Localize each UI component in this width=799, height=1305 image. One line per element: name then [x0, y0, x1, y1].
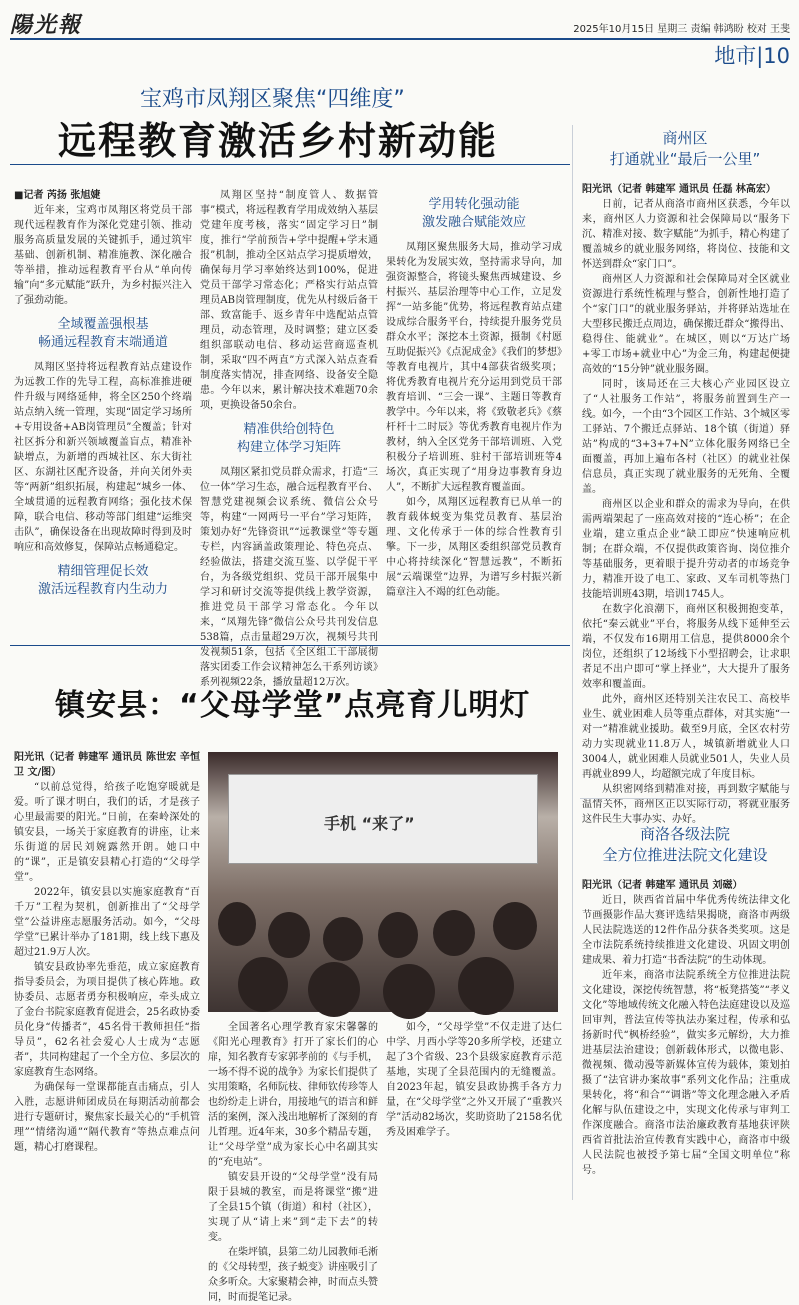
- story1-byline: ■记者 芮扬 张旭婕: [14, 190, 101, 201]
- audience-member: [323, 917, 363, 961]
- sidebar2-headline-line2: 全方位推进法院文化建设: [602, 846, 768, 864]
- story1-kicker: 宝鸡市凤翔区聚焦“四维度”: [140, 87, 405, 112]
- story1-lead: 近年来，宝鸡市凤翔区将党员干部现代远程教育作为深化党建引领、推动服务高质量发展的关键抓手，通过筑牢基础、创新机制、精准施教、深化融合等举措，推动远程教育平台从“单向传输”向“多元赋能”跃升，为乡村振兴注入了强劲动能。: [14, 205, 192, 306]
- story2-column-2: [208, 1020, 378, 1303]
- audience-member: [458, 957, 514, 1015]
- sidebar1-paragraph-1: 日前，记者从商洛市商州区获悉，今年以来，商州区人力资源和社会保障局以“服务下沉、精准对接、数字赋能”为抓手，精心构建了覆盖城乡的就业服务网络，将岗位、技能和文怀送到群众“家门口”。: [582, 199, 790, 270]
- sidebar1-paragraph-4: 商州区以企业和群众的需求为导向，在供需两端架起了一座高效对接的“连心桥”；在企业端，建立重点企业“缺工即应”快速响应机制；在群众端，不仅提供政策咨询、岗位推介等基础服务，更着眼于提升劳动者的市场竞争力，精准开设了电工、家政、叉车司机等热门技能培训班43期，培训1745人。: [582, 499, 790, 600]
- story2-paragraph-3: 镇安县政协率先垂范，成立家庭教育指导委员会，为项目提供了核心阵地。政协委员、志愿者勇夯积极响应，牵头成立了金台书院家庭教育促进会，25名政协委员化身“传播者”，45名骨干教师担任“指导员”，62名社会爱心人士成为“志愿者”，共同构建起了一个全方位、多层次的家庭教育生态网络。: [14, 962, 200, 1078]
- story1-subhead-3: 精准供给创特色 构建立体学习矩阵: [236, 422, 341, 455]
- story2-headline: 镇安县：“父母学堂”点亮育儿明灯: [55, 688, 531, 723]
- sidebar1-paragraph-2: 商州区人力资源和社会保障局对全区就业资源进行系统性梳理与整合，创新性地打造了个“家门口”的就业服务驿站，并将驿站选址在大型移民搬迁点周边，确保搬迁群众“搬得出、稳得住、能就业”。在城区，则以“万达广场+零工市场+就业中心”为金三角，构建起便捷高效的“15分钟”就业服务圈。: [582, 274, 790, 375]
- parent-lecture-photo: [208, 752, 558, 1012]
- section-tab: 地市|10: [714, 44, 790, 68]
- audience-member: [268, 912, 310, 958]
- audience-member: [218, 902, 256, 946]
- sidebar1-paragraph-5: 在数字化浪潮下，商州区积极拥抱变革，依托“秦云就业”平台，将服务从线下延伸至云端，不仅发布16期用工信息，提供8000余个岗位，还组织了12场线下小型招聘会，让求职者足不出户即可“掌上择业”，大大提升了服务效率和覆盖面。: [582, 604, 790, 690]
- audience-member: [383, 964, 435, 1019]
- story1-subhead-4: 学用转化强动能 激发融合赋能效应: [421, 197, 526, 230]
- story2-paragraph-8: 如今，“父母学堂”不仅走进了达仁中学、月西小学等20多所学校，还建立起了3个省级、23个县级家庭教育示范基地，实现了全县范围内的无缝覆盖。自2023年起，镇安县政协携手各方力量，在“父母学堂”之外又开展了“重教兴学”活动82场次，奖助资助了2158名优秀及困难学子。: [386, 1022, 562, 1138]
- sidebar2-paragraph-1: 近日，陕西省首届中华优秀传统法律文化节画摄影作品大赛评选结果揭晓，商洛市两级人民法院选送的12件作品分获各类奖项。这是全市法院系统持续推进文化建设、巩固文明创建成果、着力打造“书香法院”的生动体现。: [582, 895, 790, 966]
- sidebar-rule: [580, 798, 790, 799]
- sidebar-divider: [572, 125, 573, 1200]
- projection-screen-text: 手机 “来了”: [324, 814, 415, 833]
- audience-member: [308, 962, 360, 1017]
- story1-column-2: [200, 188, 378, 688]
- story2-paragraph-1: “以前总觉得，给孩子吃饱穿暖就是爱。听了课才明白，我们的话，才是孩子心里最需要的阳光。”日前，在秦岭深处的镇安县，一场关于家庭教育的讲座，让来乐街道的居民刘婉露然开朗。她口中的“课”，正是镇安县精心打造的“父母学堂”。: [14, 782, 200, 883]
- story2-byline: 阳光讯（记者 韩建军 通讯员 陈世宏 辛恒卫 文/图）: [14, 752, 200, 778]
- sidebar1-body: [582, 182, 790, 825]
- story1-paragraph-3: 凤翔区紧扣党员群众需求，打造“三位一体”学习生态，融合远程教育平台、智慧党建视频会议系统、微信公众号等，构建“一网两号一平台”学习矩阵，策划办好“先锋资讯”“远教课堂”等专题专栏，内容涵盖政策理论、特色亮点、经验做法，搭建交流互鉴、以学促干平台，为各级党组织、党员干部开展集中学习和研讨交流等提供线上教学资源，推进党员干部学习常态化。今年以来，“凤翔先锋”微信公众号共刊发信息538篇，点击量超29万次，视频号共刊发视频51条，包括《全区组工干部展彻落实团委工作会议精神怎么干系列访谈》系列视频22条，播放量超12万次。: [200, 467, 378, 688]
- story1-paragraph-1: 凤翔区坚持将远程教育站点建设作为远教工作的先导工程，高标准推进硬件升级与网络延伸，将全区250个终端站点纳入统一管理，实现“固定学习场所+专用设备+AB岗管理员”全覆盖；针对社区拆分和新兴领域覆盖盲点，精准补缺增点，为新增的西城社区、东大街社区、东湖社区配齐设备，并向关闭外卖等“两新”组织拓展，构建起“城乡一体、全域贯通的远程教育网络；强化技术保障，联合电信、移动等部门组建“运维突击队”，确保设备在出现故障时得到及时响应和高效修复，保障站点畅通稳定。: [14, 362, 192, 553]
- story1-paragraph-4: 凤翔区聚焦服务大局，推动学习成果转化为发展实效，坚持需求导向，加强资源整合，将镜头聚焦西城建设、乡村振兴、基层治理等中心工作，立足发挥“一站多能”优势，将远程教育站点建设成综合服务平台，持续提升服务党员群众水平；深挖本土资源，摄制《村愿互助促振兴》《点泥成金》《我们的梦想》等教育电视片，其中4部获省级奖项；将优秀教育电视片充分运用到党员干部教育培训、“三会一课”、主题日等教育教学中。今年以来，将《致敬老兵》《蔡杆杆十二时辰》等优秀教育电视片作为教材，纳入全区党务干部培训班、入党积极分子培训班、驻村干部培训班等4场次，真正实现了“用身边事教育身边人”，不断扩大远程教育覆盖面。: [386, 242, 562, 493]
- audience-member: [433, 910, 475, 956]
- story1-paragraph-5: 如今，凤翔区远程教育已从单一的教育载体蜕变为集党员教育、基层治理、文化传承于一体的综合性教育引擎。下一步，凤翔区委组织部党员教育中心将持续深化“智慧远教”，不断拓展“云端课堂”边界，为谱写乡村振兴新篇章注入不竭的红色动能。: [386, 497, 562, 598]
- story2-paragraph-4: 为确保每一堂课都能直击痛点，引人入胜，志愿讲师团成员在每期活动前都会进行专题研讨，聚焦家长最关心的“手机管理”“情绪沟通”“隔代教育”等热点难点问题，精心打磨课程。: [14, 1082, 200, 1153]
- story2-paragraph-2: 2022年，镇安县以实施家庭教育“百千万”工程为契机，创新推出了“父母学堂”公益讲座志愿服务活动。如今，“父母学堂”已累计举办了181期，线上线下惠及超过21.9万人次。: [14, 887, 200, 958]
- issue-meta: 2025年10月15日 星期三 责编 韩鸿盼 校对 王斐: [573, 24, 790, 35]
- sidebar1-headline-line2: 打通就业“最后一公里”: [609, 150, 761, 168]
- newspaper-logo: 陽光報: [10, 12, 83, 38]
- story1-column-3: [386, 188, 562, 643]
- sidebar1-headline-line1: 商州区: [662, 129, 708, 147]
- story-divider: [10, 645, 570, 646]
- story1-rule: [10, 164, 570, 165]
- masthead-rule: [10, 38, 790, 40]
- story2-paragraph-7: 在柴坪镇，县第二幼儿园教师毛淅的《父母转型，孩子蜕变》讲座吸引了众多听众。大家聚精会神，时而点头赞同，时而提笔记录。: [208, 1247, 378, 1303]
- sidebar2-body: [582, 878, 790, 1200]
- story2-column-3: [386, 1020, 562, 1200]
- sidebar2-paragraph-2: 近年来，商洛市法院系统全方位推进法院文化建设，深挖传统智慧，将“板凳搭笺”“孝义文化”等地域传统文化融入特色法庭建设以及巡回审判，普法宣传等执法办案过程，传承和弘扬新时代“枫桥经验”，做实多元解纷，大力推进基层法治建设；创新载体形式，以微电影、微视频、微动漫等新媒体宣传为载体，策划拍摄了“法官讲办案故事”系列文化作品；注重成果转化，将“和合”“调谐”等文化理念融入矛盾化解与队伍建设之中，实现文化传承与审判工作深度融合。商洛市法治廉政教育基地获评陕西省首批法治宣传教育实践中心，商洛市中级人民法院也被授予第七届“全国文明单位”称号。: [582, 970, 790, 1176]
- story2-paragraph-5: 全国著名心理学教育家宋馨馨的《阳光心理教育》打开了家长们的心扉，知名教育专家郭孝前的《与手机，一场不得不说的战争》为家长们提供了实用策略，名师阮枝、律师钦传珍等人也纷纷走上讲台，用接地气的语言和鲜活的案例，深入浅出地解析了深刻的育儿哲理。近4年来，30多个精品专题，让“父母学堂”成为家长心中名副其实的“充电站”。: [208, 1022, 378, 1168]
- audience-member: [493, 902, 537, 950]
- sidebar1-headline: [580, 128, 790, 170]
- story2-paragraph-6: 镇安县开设的“父母学堂”没有局限于县城的教室，而是将课堂“搬”进了全县15个镇（街道）和村（社区），实现了从“请上来”到“走下去”的转变。: [208, 1172, 378, 1243]
- sidebar2-headline: [580, 824, 790, 866]
- sidebar2-headline-line1: 商洛各级法院: [639, 825, 730, 843]
- sidebar1-paragraph-6: 此外，商州区还特别关注农民工、高校毕业生、就业困难人员等重点群体，对其实施“一对一”精准就业援助。截至9月底，全区农村劳动力实现就业11.8万人，城镇新增就业人口3004人，就业困难人员就业501人，失业人员再就业899人，均超额完成了年度目标。: [582, 694, 790, 780]
- sidebar1-byline: 阳光讯（记者 韩建军 通讯员 任磊 林高宏）: [582, 184, 776, 195]
- projection-screen: [228, 774, 538, 864]
- story1-paragraph-2: 凤翔区坚持“制度管人、数据管事”模式，将远程教育学用成效纳入基层党建年度考核，落实“固定学习日”制度，推行“学前预告+学中提醒+学末通报”机制，推动全区站点学习提质增效，确保每月学习率始终达到100%，促进党员干部学习常态化；严格实行站点管理员AB岗管理制度，优先从村级后备干部、致富能手、返乡青年中选配站点管理员，动态管理，及时调整；建立区委组织部联动电信、移动运营商巡查机制，采取“四不两直”方式深入站点查看制度落实情况，排查网络、设备安全隐患。今年以来，累计解决技术难题70余项，更换设备50余台。: [200, 190, 378, 411]
- audience-member: [378, 912, 418, 958]
- story1-column-1: [14, 188, 192, 607]
- audience-member: [238, 957, 288, 1012]
- sidebar1-paragraph-3: 同时，该局还在三大核心产业园区设立了“人社服务工作站”，将服务前置到生产一线。如今，一个由“3个园区工作站、3个城区零工驿站、7个搬迁点驿站、18个镇（街道）驿站”构成的“3+3+7+N”立体化服务网络已全面覆盖，再加上遍布各村（社区）的就业社保信息员，真正实现了就业服务的无死角、全覆盖。: [582, 379, 790, 495]
- story1-subhead-1: 全域覆盖强根基 畅通远程教育末端通道: [37, 317, 168, 350]
- story1-subhead-2: 精细管理促长效 激活远程教育内生动力: [37, 564, 168, 597]
- sidebar1-paragraph-7: 从织密网络到精准对接，再到数字赋能与温情关怀，商州区正以实际行动，将就业服务这件民生大事办实、办好。: [582, 784, 790, 825]
- story1-headline: 远程教育激活乡村新动能: [58, 119, 499, 163]
- sidebar2-byline: 阳光讯（记者 韩建军 通讯员 刘磁）: [582, 880, 743, 891]
- story2-column-1: [14, 750, 200, 1200]
